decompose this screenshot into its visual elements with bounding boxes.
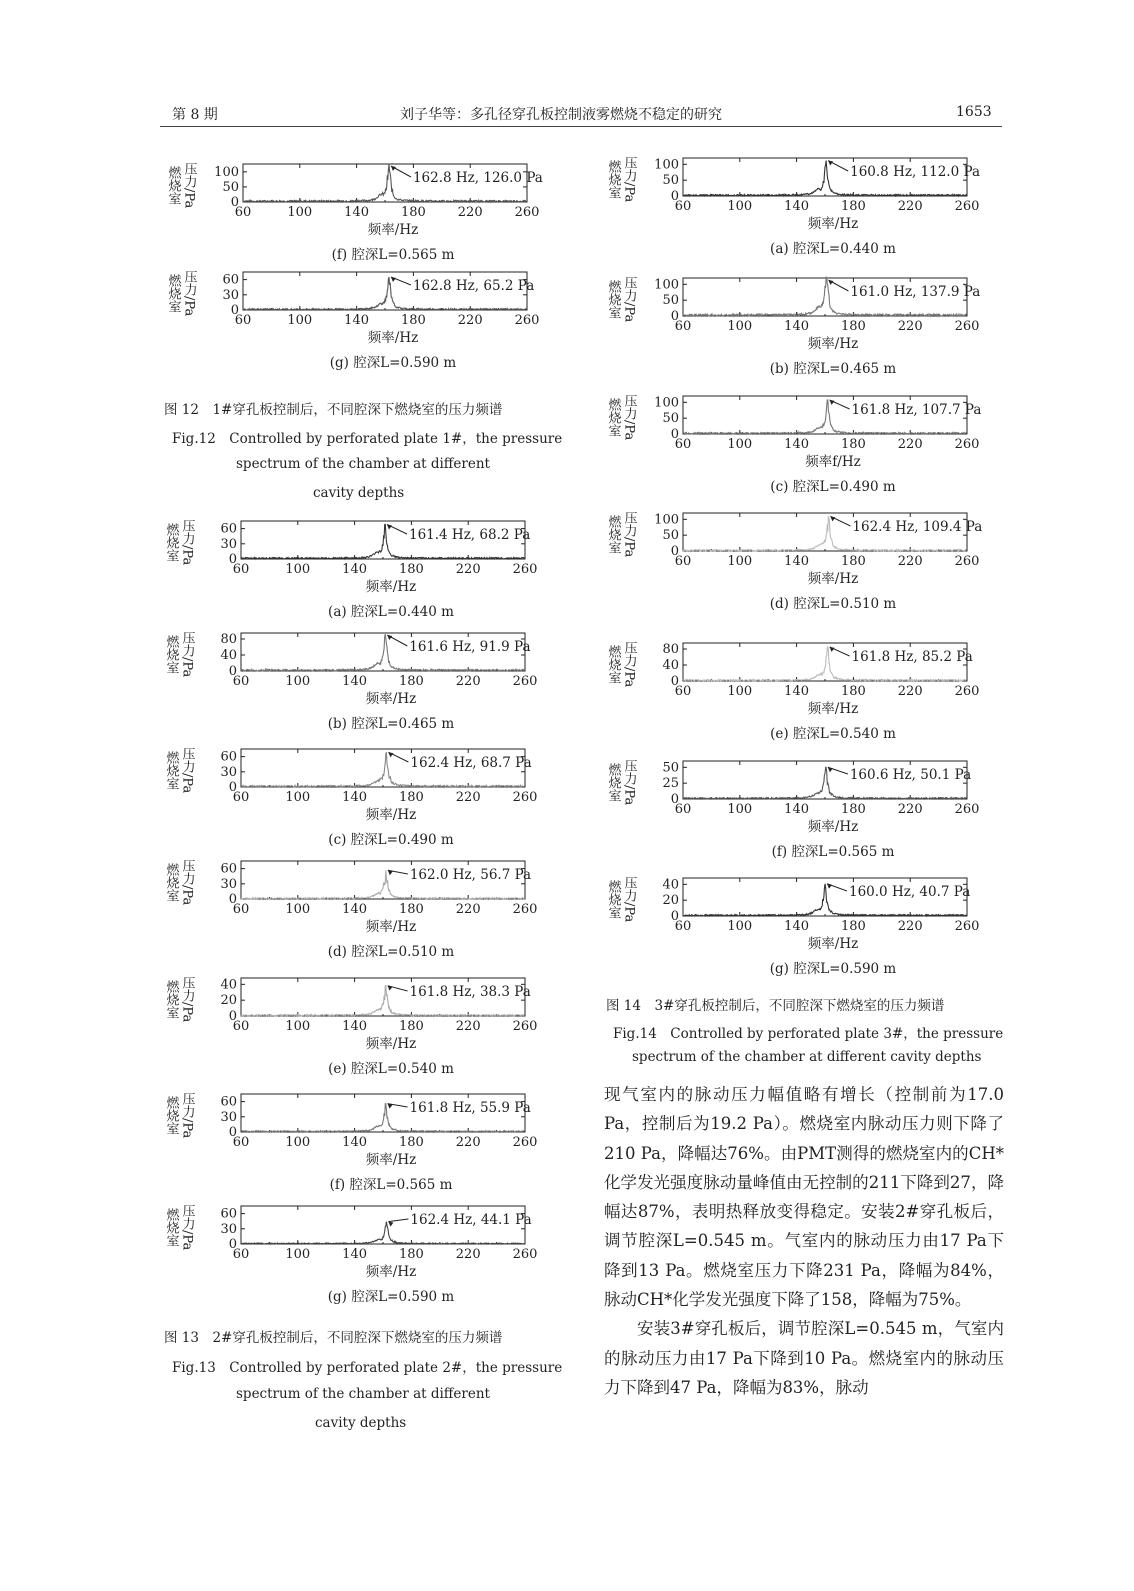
running-title: 刘子华等：多孔径穿孔板控制液雾燃烧不稳定的研究: [400, 107, 722, 123]
peak-annotation: 162.8 Hz, 126.0 Pa: [412, 170, 543, 186]
x-tick-label: 180: [840, 319, 866, 334]
fig14-caption-en-2: spectrum of the chamber at different cavity depths: [632, 1049, 982, 1065]
x-tick-label: 60: [674, 802, 692, 817]
y-tick-label: 0: [670, 544, 679, 559]
peak-annotation: 161.0 Hz, 137.9 Pa: [850, 284, 981, 300]
y-axis-label: 燃烧室: [163, 980, 179, 1019]
x-tick-label: 220: [897, 554, 923, 569]
x-tick-label: 60: [234, 205, 252, 220]
x-tick-label: 260: [954, 554, 980, 569]
annotation-arrowhead: [391, 277, 396, 282]
spectrum-plot: [163, 158, 547, 268]
spectrum-panel-fig12: [163, 266, 547, 376]
x-tick-label: 60: [674, 919, 692, 934]
y-axis-label: 燃烧室: [605, 280, 621, 319]
fig13-caption-en-1: Fig.13 Controlled by perforated plate 2#，the pressure: [172, 1360, 563, 1376]
x-tick-label: 220: [455, 902, 481, 917]
annotation-arrowhead: [828, 767, 833, 772]
spectrum-plot: [603, 755, 987, 865]
x-tick-label: 260: [512, 674, 538, 689]
spectrum-plot: [603, 152, 987, 262]
x-tick-label: 180: [840, 554, 866, 569]
y-tick-label: 40: [662, 877, 679, 893]
y-tick-label: 50: [662, 173, 679, 189]
panel-subcaption: (a) 腔深L=0.440 m: [328, 604, 454, 620]
x-axis-label: 频率/Hz: [365, 1152, 417, 1168]
x-tick-label: 220: [455, 1247, 481, 1262]
x-tick-label: 220: [455, 1019, 481, 1034]
x-tick-label: 180: [398, 1019, 424, 1034]
x-axis-label: 频率/Hz: [807, 216, 859, 232]
x-tick-label: 140: [784, 802, 810, 817]
y-axis-label: 燃烧室: [605, 880, 621, 919]
spectrum-panel-fig13: [161, 515, 545, 625]
x-tick-label: 60: [674, 437, 692, 452]
x-tick-label: 140: [784, 919, 810, 934]
header-rule: [160, 126, 1002, 127]
spectrum-plot: [603, 872, 987, 982]
fig14-caption-cn: 图 14 3#穿孔板控制后，不同腔深下燃烧室的压力频谱: [606, 998, 945, 1014]
fig13-caption-en-2: spectrum of the chamber at different: [236, 1386, 490, 1402]
y-tick-label: 80: [220, 632, 237, 647]
y-axis-label: 燃烧室: [163, 863, 179, 902]
x-tick-label: 60: [232, 790, 250, 805]
x-tick-label: 140: [342, 562, 368, 577]
x-tick-label: 100: [727, 554, 753, 569]
x-tick-label: 220: [455, 562, 481, 577]
annotation-arrowhead: [388, 1222, 393, 1227]
x-tick-label: 60: [232, 562, 250, 577]
x-tick-label: 140: [344, 313, 370, 328]
x-tick-label: 260: [512, 902, 538, 917]
spectrum-panel-fig13: [161, 972, 545, 1082]
annotation-arrow: [388, 1219, 408, 1222]
y-axis-label: 压力/Pa: [179, 1204, 195, 1251]
panel-subcaption: (c) 腔深L=0.490 m: [328, 832, 454, 848]
spectrum-panel-fig14: [603, 637, 987, 747]
x-tick-label: 220: [897, 919, 923, 934]
y-tick-label: 100: [214, 164, 239, 180]
x-tick-label: 180: [840, 919, 866, 934]
x-axis-label: 频率/Hz: [807, 819, 859, 835]
y-tick-label: 80: [662, 642, 679, 657]
x-tick-label: 140: [784, 319, 810, 334]
spectrum-plot: [163, 266, 547, 376]
y-tick-label: 30: [222, 287, 239, 303]
x-axis-label: 频率/Hz: [365, 579, 417, 595]
fig13-caption-en-3: cavity depths: [315, 1415, 407, 1431]
y-tick-label: 0: [230, 195, 239, 210]
y-tick-label: 60: [220, 749, 237, 765]
peak-annotation: 162.8 Hz, 65.2 Pa: [412, 278, 535, 294]
y-tick-label: 60: [220, 521, 237, 537]
x-axis-label: 频率/Hz: [365, 919, 417, 935]
y-axis-label: 燃烧室: [605, 515, 621, 554]
spectrum-plot: [603, 390, 987, 500]
x-tick-label: 100: [285, 790, 311, 805]
panel-subcaption: (g) 腔深L=0.590 m: [769, 961, 897, 977]
x-tick-label: 220: [897, 319, 923, 334]
spectrum-plot: [603, 507, 987, 617]
x-tick-label: 140: [342, 1247, 368, 1262]
spectrum-plot: [161, 972, 545, 1082]
panel-subcaption: (f) 腔深L=0.565 m: [329, 1177, 453, 1193]
y-tick-label: 30: [220, 536, 237, 552]
peak-annotation: 161.8 Hz, 107.7 Pa: [851, 402, 982, 418]
y-tick-label: 20: [662, 893, 679, 909]
x-tick-label: 100: [727, 684, 753, 699]
x-tick-label: 100: [727, 437, 753, 452]
x-tick-label: 100: [285, 1247, 311, 1262]
y-axis-label: 燃烧室: [165, 274, 181, 313]
y-axis-label: 压力/Pa: [621, 876, 637, 923]
peak-annotation: 161.6 Hz, 91.9 Pa: [409, 639, 531, 655]
panel-subcaption: (d) 腔深L=0.510 m: [769, 596, 897, 612]
body-paragraph-1: 现气室内的脉动压力幅值略有增长（控制前为17.0 Pa，控制后为19.2 Pa）。燃烧室内脉动压力则下降了210 Pa，降幅达76%。由PMT测得的燃烧室内的CH*化学发光强度脉动量峰值由无控制的211下降到27，降幅达87%，表明热释放变得稳定。安装2#穿孔板后，调节腔深L=0.545 m。气室内的脉动压力由17 Pa下降到13 Pa。燃烧室压力下降231 Pa，降幅为84%，脉动CH*化学发光强度下降了158，降幅为75%。: [604, 1085, 1004, 1310]
x-tick-label: 260: [514, 313, 540, 328]
y-tick-label: 60: [220, 861, 237, 877]
spectrum-panel-fig14: [603, 755, 987, 865]
x-tick-label: 100: [285, 674, 311, 689]
x-tick-label: 60: [232, 1247, 250, 1262]
panel-subcaption: (a) 腔深L=0.440 m: [770, 241, 896, 257]
y-axis-label: 压力/Pa: [181, 270, 197, 317]
body-paragraph-2: 安装3#穿孔板后，调节腔深L=0.545 m，气室内的脉动压力由17 Pa下降到10 Pa。燃烧室内的脉动压力下降到47 Pa，降幅为83%，脉动: [604, 1319, 1004, 1397]
y-tick-label: 100: [654, 395, 679, 411]
y-tick-label: 0: [228, 780, 237, 795]
y-axis-label: 压力/Pa: [179, 519, 195, 566]
x-axis-label: 频率/Hz: [365, 691, 417, 707]
x-tick-label: 100: [727, 802, 753, 817]
panel-subcaption: (f) 腔深L=0.565 m: [331, 247, 455, 263]
y-axis-label: 压力/Pa: [621, 511, 637, 558]
spectrum-panel-fig12: [163, 158, 547, 268]
y-tick-label: 0: [670, 309, 679, 324]
spectrum-plot: [161, 743, 545, 853]
spectrum-panel-fig14: [603, 152, 987, 262]
y-axis-label: 燃烧室: [605, 763, 621, 802]
x-tick-label: 60: [232, 1019, 250, 1034]
x-tick-label: 100: [287, 205, 313, 220]
x-tick-label: 60: [674, 554, 692, 569]
y-axis-label: 压力/Pa: [181, 162, 197, 209]
fig12-caption-en-1: Fig.12 Controlled by perforated plate 1#，the pressure: [172, 431, 563, 447]
peak-annotation: 162.4 Hz, 68.7 Pa: [410, 755, 532, 771]
x-tick-label: 260: [512, 1247, 538, 1262]
x-tick-label: 180: [398, 1247, 424, 1262]
x-tick-label: 260: [512, 1019, 538, 1034]
peak-annotation: 161.4 Hz, 68.2 Pa: [408, 527, 531, 543]
y-tick-label: 60: [220, 1206, 237, 1222]
peak-annotation: 162.4 Hz, 109.4 Pa: [852, 519, 983, 535]
panel-subcaption: (c) 腔深L=0.490 m: [770, 479, 896, 495]
y-axis-label: 燃烧室: [163, 1208, 179, 1247]
x-axis-label: 频率/Hz: [807, 336, 859, 352]
peak-annotation: 161.8 Hz, 38.3 Pa: [409, 984, 531, 1000]
x-tick-label: 140: [784, 199, 810, 214]
x-tick-label: 140: [342, 1019, 368, 1034]
y-axis-label: 燃烧室: [163, 523, 179, 562]
x-tick-label: 260: [954, 199, 980, 214]
x-tick-label: 220: [897, 437, 923, 452]
spectrum-panel-fig13: [161, 1088, 545, 1198]
peak-annotation: 160.0 Hz, 40.7 Pa: [849, 884, 971, 900]
panel-subcaption: (g) 腔深L=0.590 m: [327, 1289, 455, 1305]
panel-subcaption: (e) 腔深L=0.540 m: [770, 726, 896, 742]
x-axis-label: 频率/Hz: [365, 807, 417, 823]
x-tick-label: 220: [455, 674, 481, 689]
y-tick-label: 60: [220, 1094, 237, 1110]
x-tick-label: 180: [840, 437, 866, 452]
spectrum-panel-fig14: [603, 390, 987, 500]
x-tick-label: 60: [234, 313, 252, 328]
x-tick-label: 220: [457, 205, 483, 220]
x-axis-label: 频率f/Hz: [805, 454, 861, 470]
spectrum-panel-fig13: [161, 855, 545, 965]
x-tick-label: 260: [954, 319, 980, 334]
x-tick-label: 140: [784, 437, 810, 452]
peak-annotation: 162.0 Hz, 56.7 Pa: [409, 867, 532, 883]
x-tick-label: 140: [342, 674, 368, 689]
y-tick-label: 0: [228, 1237, 237, 1252]
panel-subcaption: (e) 腔深L=0.540 m: [328, 1061, 454, 1077]
y-tick-label: 30: [220, 764, 237, 780]
panel-subcaption: (b) 腔深L=0.465 m: [769, 361, 897, 377]
x-tick-label: 100: [285, 902, 311, 917]
x-axis-label: 频率/Hz: [367, 330, 419, 346]
y-tick-label: 0: [670, 909, 679, 924]
x-axis-label: 频率/Hz: [367, 222, 419, 238]
y-tick-label: 0: [228, 552, 237, 567]
y-tick-label: 30: [220, 1221, 237, 1237]
page-number: 1653: [956, 104, 992, 120]
y-tick-label: 40: [220, 648, 237, 663]
y-axis-label: 燃烧室: [605, 398, 621, 437]
spectrum-plot: [161, 1088, 545, 1198]
x-tick-label: 60: [232, 674, 250, 689]
x-tick-label: 260: [512, 790, 538, 805]
annotation-arrowhead: [830, 647, 835, 652]
x-tick-label: 180: [398, 790, 424, 805]
x-tick-label: 60: [674, 199, 692, 214]
y-tick-label: 60: [222, 272, 239, 288]
panel-subcaption: (b) 腔深L=0.465 m: [327, 716, 455, 732]
y-tick-label: 25: [662, 776, 679, 792]
annotation-arrowhead: [827, 884, 832, 889]
x-tick-label: 140: [342, 790, 368, 805]
x-tick-label: 260: [512, 1135, 538, 1150]
x-tick-label: 180: [398, 562, 424, 577]
x-tick-label: 100: [285, 562, 311, 577]
spectrum-plot: [161, 515, 545, 625]
x-tick-label: 100: [285, 1019, 311, 1034]
spectrum-panel-fig13: [161, 743, 545, 853]
y-axis-label: 压力/Pa: [179, 1092, 195, 1139]
y-axis-label: 压力/Pa: [179, 747, 195, 794]
x-axis-label: 频率/Hz: [365, 1036, 417, 1052]
x-axis-label: 频率/Hz: [807, 701, 859, 717]
spectrum-plot: [603, 272, 987, 382]
y-tick-label: 40: [220, 977, 237, 993]
y-axis-label: 压力/Pa: [621, 394, 637, 441]
y-tick-label: 30: [220, 1109, 237, 1125]
y-tick-label: 40: [662, 658, 679, 673]
x-tick-label: 180: [840, 199, 866, 214]
fig13-caption-cn: 图 13 2#穿孔板控制后，不同腔深下燃烧室的压力频谱: [164, 1330, 503, 1346]
x-tick-label: 180: [400, 313, 426, 328]
y-tick-label: 0: [230, 303, 239, 318]
y-tick-label: 100: [654, 157, 679, 173]
y-tick-label: 50: [662, 528, 679, 544]
x-tick-label: 140: [342, 1135, 368, 1150]
peak-annotation: 160.6 Hz, 50.1 Pa: [849, 767, 972, 783]
peak-annotation: 161.8 Hz, 55.9 Pa: [409, 1100, 531, 1116]
y-tick-label: 0: [670, 674, 679, 689]
y-axis-label: 燃烧室: [163, 1096, 179, 1135]
x-tick-label: 60: [232, 1135, 250, 1150]
y-axis-label: 燃烧室: [165, 166, 181, 205]
y-tick-label: 0: [670, 792, 679, 807]
y-tick-label: 100: [654, 512, 679, 528]
x-tick-label: 260: [954, 437, 980, 452]
y-tick-label: 30: [220, 876, 237, 892]
x-tick-label: 180: [398, 674, 424, 689]
y-tick-label: 50: [662, 760, 679, 776]
y-axis-label: 压力/Pa: [179, 631, 195, 678]
x-tick-label: 60: [232, 902, 250, 917]
x-tick-label: 100: [727, 919, 753, 934]
x-tick-label: 260: [514, 205, 540, 220]
y-axis-label: 压力/Pa: [621, 641, 637, 688]
y-axis-label: 燃烧室: [163, 635, 179, 674]
x-tick-label: 100: [727, 319, 753, 334]
x-tick-label: 140: [342, 902, 368, 917]
y-tick-label: 0: [228, 892, 237, 907]
fig12-caption-cn: 图 12 1#穿孔板控制后，不同腔深下燃烧室的压力频谱: [164, 402, 503, 418]
x-tick-label: 180: [398, 902, 424, 917]
y-axis-label: 燃烧室: [605, 645, 621, 684]
x-axis-label: 频率/Hz: [365, 1264, 417, 1280]
panel-subcaption: (g) 腔深L=0.590 m: [329, 355, 457, 371]
x-axis-label: 频率/Hz: [807, 936, 859, 952]
body-text: [604, 1080, 1004, 1402]
peak-annotation: 161.8 Hz, 85.2 Pa: [851, 649, 973, 665]
x-tick-label: 180: [840, 684, 866, 699]
spectrum-plot: [161, 627, 545, 737]
x-tick-label: 140: [344, 205, 370, 220]
y-tick-label: 100: [654, 277, 679, 293]
x-tick-label: 220: [455, 1135, 481, 1150]
x-tick-label: 100: [285, 1135, 311, 1150]
annotation-arrowhead: [830, 400, 835, 405]
x-tick-label: 180: [840, 802, 866, 817]
spectrum-panel-fig13: [161, 1200, 545, 1310]
x-tick-label: 260: [954, 919, 980, 934]
spectrum-panel-fig14: [603, 872, 987, 982]
x-tick-label: 260: [954, 684, 980, 699]
spectrum-plot: [161, 855, 545, 965]
y-axis-label: 压力/Pa: [179, 859, 195, 906]
y-axis-label: 压力/Pa: [179, 976, 195, 1023]
peak-annotation: 160.8 Hz, 112.0 Pa: [850, 164, 981, 180]
fig14-caption-en-1: Fig.14 Controlled by perforated plate 3#，the pressure: [613, 1026, 1004, 1042]
x-tick-label: 220: [457, 313, 483, 328]
x-tick-label: 140: [784, 684, 810, 699]
spectrum-panel-fig13: [161, 627, 545, 737]
panel-subcaption: (f) 腔深L=0.565 m: [771, 844, 895, 860]
x-tick-label: 220: [455, 790, 481, 805]
fig12-caption-en-2: spectrum of the chamber at different: [236, 456, 490, 472]
y-tick-label: 0: [670, 427, 679, 442]
y-tick-label: 50: [222, 179, 239, 195]
x-tick-label: 220: [897, 199, 923, 214]
issue-number: 第 8 期: [172, 107, 218, 123]
y-tick-label: 50: [662, 411, 679, 427]
x-tick-label: 180: [398, 1135, 424, 1150]
peak-annotation: 162.4 Hz, 44.1 Pa: [410, 1212, 532, 1228]
y-tick-label: 0: [228, 1009, 237, 1024]
spectrum-panel-fig14: [603, 272, 987, 382]
x-tick-label: 60: [674, 319, 692, 334]
x-tick-label: 100: [287, 313, 313, 328]
y-tick-label: 0: [670, 189, 679, 204]
x-tick-label: 220: [897, 684, 923, 699]
y-tick-label: 20: [220, 993, 237, 1009]
fig12-caption-en-3: cavity depths: [313, 485, 405, 501]
y-axis-label: 压力/Pa: [621, 156, 637, 203]
x-tick-label: 100: [727, 199, 753, 214]
spectrum-plot: [603, 637, 987, 747]
y-axis-label: 压力/Pa: [621, 759, 637, 806]
x-tick-label: 260: [512, 562, 538, 577]
y-axis-label: 燃烧室: [605, 160, 621, 199]
x-tick-label: 260: [954, 802, 980, 817]
y-axis-label: 压力/Pa: [621, 276, 637, 323]
panel-subcaption: (d) 腔深L=0.510 m: [327, 944, 455, 960]
x-tick-label: 60: [674, 684, 692, 699]
spectrum-plot: [161, 1200, 545, 1310]
y-tick-label: 50: [662, 293, 679, 309]
y-tick-label: 0: [228, 1125, 237, 1140]
y-axis-label: 燃烧室: [163, 751, 179, 790]
x-tick-label: 180: [400, 205, 426, 220]
x-tick-label: 220: [897, 802, 923, 817]
x-axis-label: 频率/Hz: [807, 571, 859, 587]
spectrum-panel-fig14: [603, 507, 987, 617]
x-tick-label: 140: [784, 554, 810, 569]
y-tick-label: 0: [228, 664, 237, 679]
